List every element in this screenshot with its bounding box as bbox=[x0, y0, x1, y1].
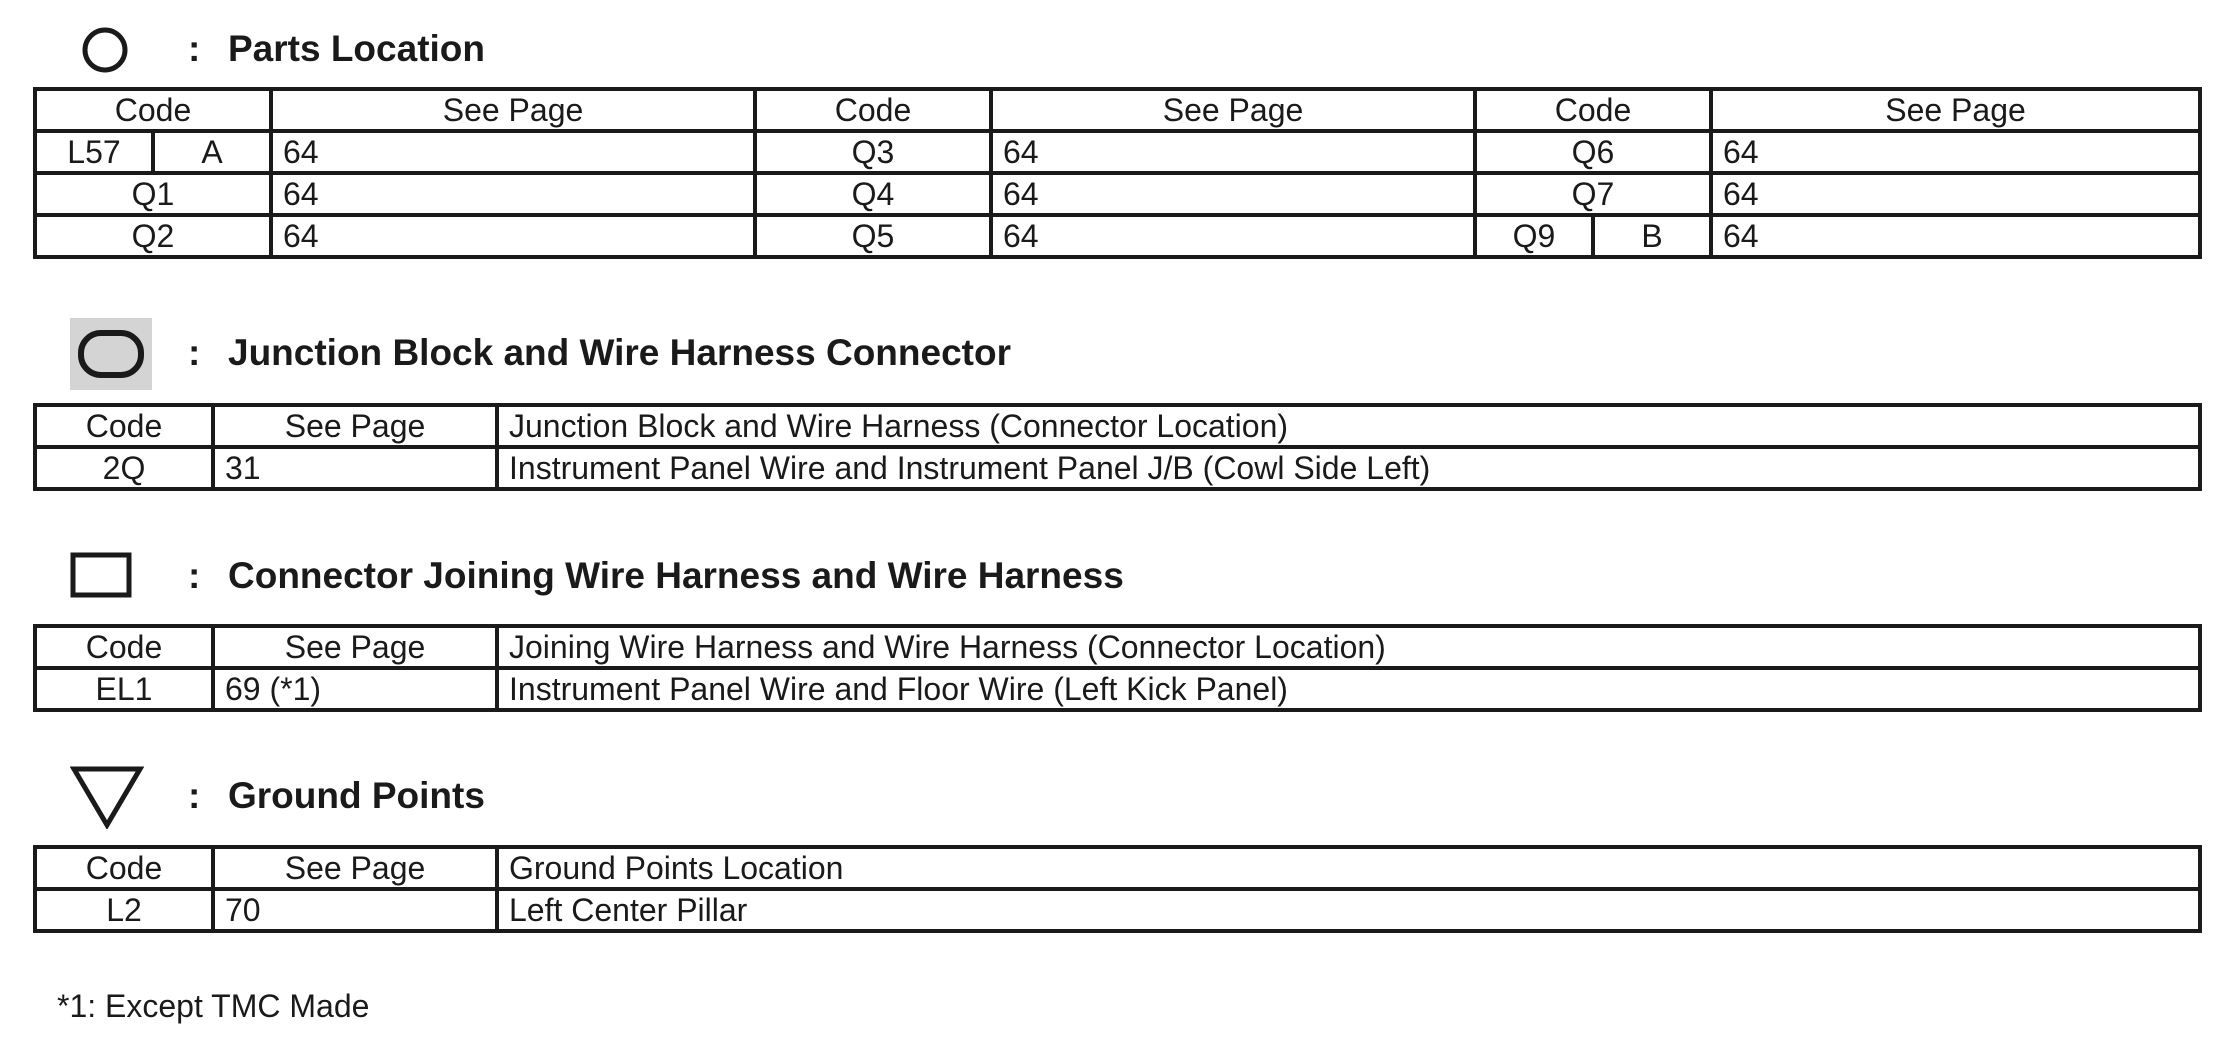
code-cell: L57 bbox=[35, 131, 153, 173]
section-title-text: Ground Points bbox=[228, 775, 485, 816]
header-code: Code bbox=[35, 847, 213, 889]
table-header-row bbox=[35, 847, 2200, 889]
page-cell: 31 bbox=[213, 447, 497, 489]
ground-points-table bbox=[33, 845, 2202, 933]
header-see-page: See Page bbox=[991, 89, 1475, 131]
code-cell: Q9 bbox=[1475, 215, 1593, 257]
header-code: Code bbox=[35, 89, 271, 131]
parts-location-table bbox=[33, 87, 2202, 259]
page-cell: 64 bbox=[271, 215, 755, 257]
section-colon: : bbox=[188, 332, 201, 373]
rectangle-icon bbox=[70, 552, 132, 598]
header-code: Code bbox=[1475, 89, 1711, 131]
header-see-page: See Page bbox=[213, 405, 497, 447]
joining-connector-table bbox=[33, 624, 2202, 712]
code-cell: Q4 bbox=[755, 173, 991, 215]
page-cell: 64 bbox=[991, 173, 1475, 215]
table-row bbox=[35, 668, 2200, 710]
location-cell: Instrument Panel Wire and Instrument Panel J/B (Cowl Side Left) bbox=[497, 447, 2200, 489]
header-code: Code bbox=[35, 626, 213, 668]
location-cell: Left Center Pillar bbox=[497, 889, 2200, 931]
code-sub-cell: B bbox=[1593, 215, 1711, 257]
code-sub-cell: A bbox=[153, 131, 271, 173]
table-header-row bbox=[35, 626, 2200, 668]
section-title-ground-points bbox=[188, 776, 485, 816]
junction-block-table bbox=[33, 403, 2202, 491]
section-title-text: Parts Location bbox=[228, 28, 485, 69]
code-cell: Q2 bbox=[35, 215, 271, 257]
code-cell: Q7 bbox=[1475, 173, 1711, 215]
code-cell: Q5 bbox=[755, 215, 991, 257]
code-cell: Q6 bbox=[1475, 131, 1711, 173]
header-see-page: See Page bbox=[1711, 89, 2200, 131]
section-colon: : bbox=[188, 28, 201, 69]
page-cell: 64 bbox=[271, 131, 755, 173]
section-colon: : bbox=[188, 555, 201, 596]
header-see-page: See Page bbox=[213, 847, 497, 889]
section-title-parts-location bbox=[188, 29, 485, 69]
header-location: Junction Block and Wire Harness (Connector Location) bbox=[497, 405, 2200, 447]
header-see-page: See Page bbox=[213, 626, 497, 668]
page-cell: 70 bbox=[213, 889, 497, 931]
section-title-text: Junction Block and Wire Harness Connector bbox=[228, 332, 1011, 373]
table-row bbox=[35, 447, 2200, 489]
header-location: Joining Wire Harness and Wire Harness (Connector Location) bbox=[497, 626, 2200, 668]
page-cell: 64 bbox=[991, 215, 1475, 257]
code-cell: Q1 bbox=[35, 173, 271, 215]
header-code: Code bbox=[755, 89, 991, 131]
section-title-junction-block bbox=[188, 333, 1011, 373]
circle-icon bbox=[80, 25, 130, 75]
rounded-rect-icon bbox=[70, 318, 152, 390]
table-row bbox=[35, 889, 2200, 931]
table-row bbox=[35, 215, 2200, 257]
section-title-joining-connector bbox=[188, 556, 1124, 596]
table-row bbox=[35, 173, 2200, 215]
section-colon: : bbox=[188, 775, 201, 816]
section-title-text: Connector Joining Wire Harness and Wire Harness bbox=[228, 555, 1124, 596]
page-cell: 64 bbox=[1711, 131, 2200, 173]
page-cell: 64 bbox=[1711, 215, 2200, 257]
header-code: Code bbox=[35, 405, 213, 447]
page-cell: 64 bbox=[271, 173, 755, 215]
page-cell: 64 bbox=[991, 131, 1475, 173]
code-cell: L2 bbox=[35, 889, 213, 931]
page-cell: 64 bbox=[1711, 173, 2200, 215]
table-header-row bbox=[35, 405, 2200, 447]
footnote: *1: Except TMC Made bbox=[57, 988, 370, 1024]
header-see-page: See Page bbox=[271, 89, 755, 131]
code-cell: Q3 bbox=[755, 131, 991, 173]
table-row bbox=[35, 131, 2200, 173]
page-cell: 69 (*1) bbox=[213, 668, 497, 710]
header-location: Ground Points Location bbox=[497, 847, 2200, 889]
location-cell: Instrument Panel Wire and Floor Wire (Left Kick Panel) bbox=[497, 668, 2200, 710]
inverted-triangle-icon bbox=[70, 765, 144, 829]
code-cell: 2Q bbox=[35, 447, 213, 489]
code-cell: EL1 bbox=[35, 668, 213, 710]
table-header-row bbox=[35, 89, 2200, 131]
